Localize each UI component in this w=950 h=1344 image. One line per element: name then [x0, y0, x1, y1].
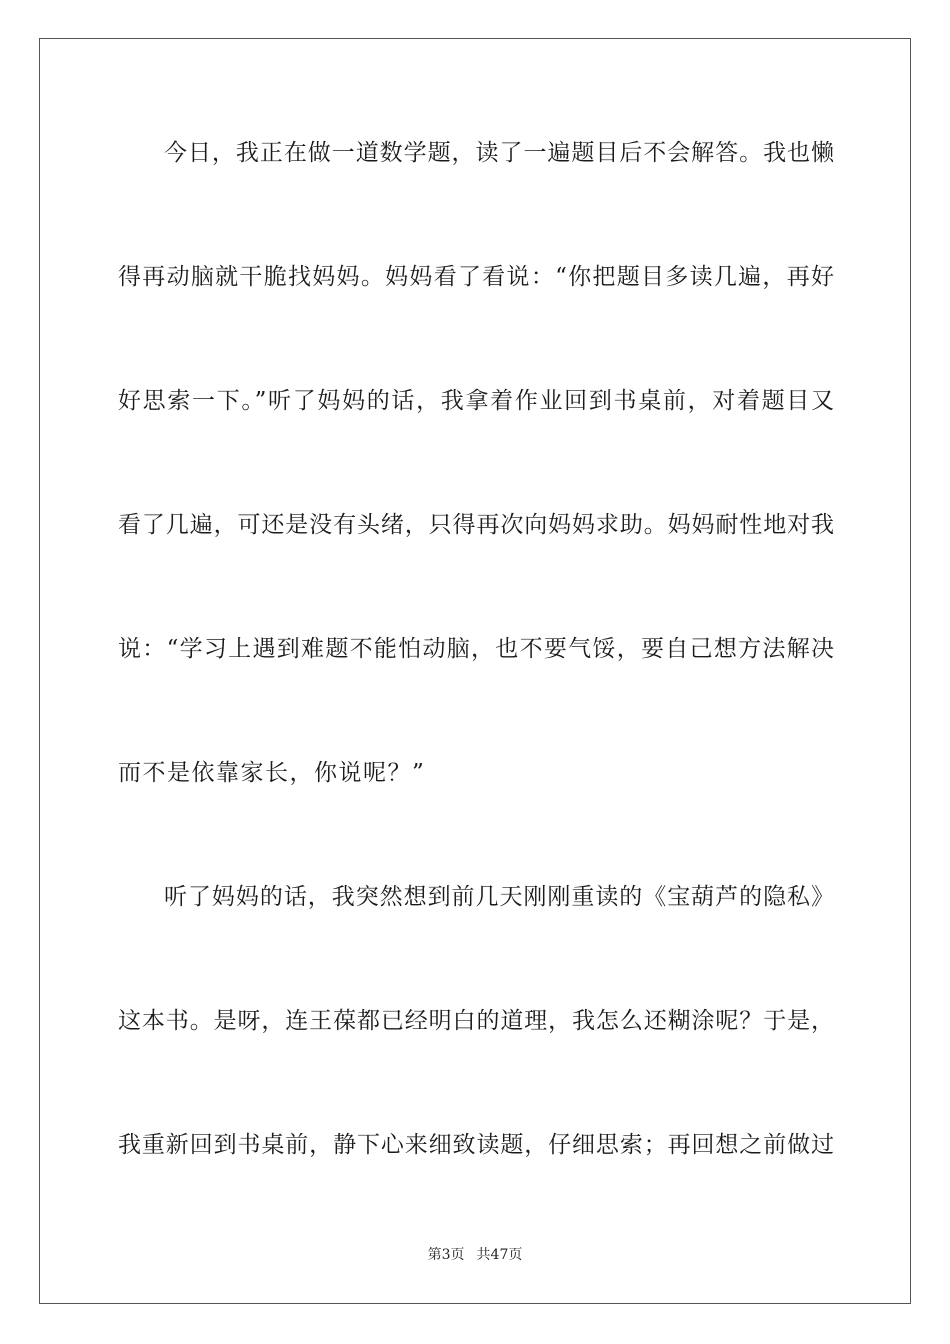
paragraph-1-line-4: 看了几遍，可还是没有头绪，只得再次向妈妈求助。妈妈耐性地对我 — [118, 512, 834, 538]
paragraph-1-line-1: 今日，我正在做一道数学题，读了一遍题目后不会解答。我也懒 — [164, 140, 834, 166]
page-number: 第3页 — [427, 1247, 465, 1263]
page-border — [39, 38, 911, 1304]
paragraph-1-line-2: 得再动脑就干脆找妈妈。妈妈看了看说：“你把题目多读几遍，再好 — [118, 264, 834, 290]
paragraph-2-line-1: 听了妈妈的话，我突然想到前几天刚刚重读的《宝葫芦的隐私》 — [164, 884, 834, 910]
page-footer — [0, 1246, 950, 1264]
paragraph-1-line-6: 而不是依靠家长，你说呢？” — [118, 760, 426, 786]
paragraph-2-line-2: 这本书。是呀，连王葆都已经明白的道理，我怎么还糊涂呢？于是， — [118, 1008, 834, 1034]
total-pages: 共47页 — [476, 1247, 523, 1263]
paragraph-1-line-3: 好思索一下。”听了妈妈的话，我拿着作业回到书桌前，对着题目又 — [118, 388, 834, 414]
paragraph-2-line-3: 我重新回到书桌前，静下心来细致读题，仔细思索；再回想之前做过 — [118, 1132, 834, 1158]
paragraph-1-line-5: 说：“学习上遇到难题不能怕动脑，也不要气馁，要自己想方法解决 — [118, 636, 834, 662]
